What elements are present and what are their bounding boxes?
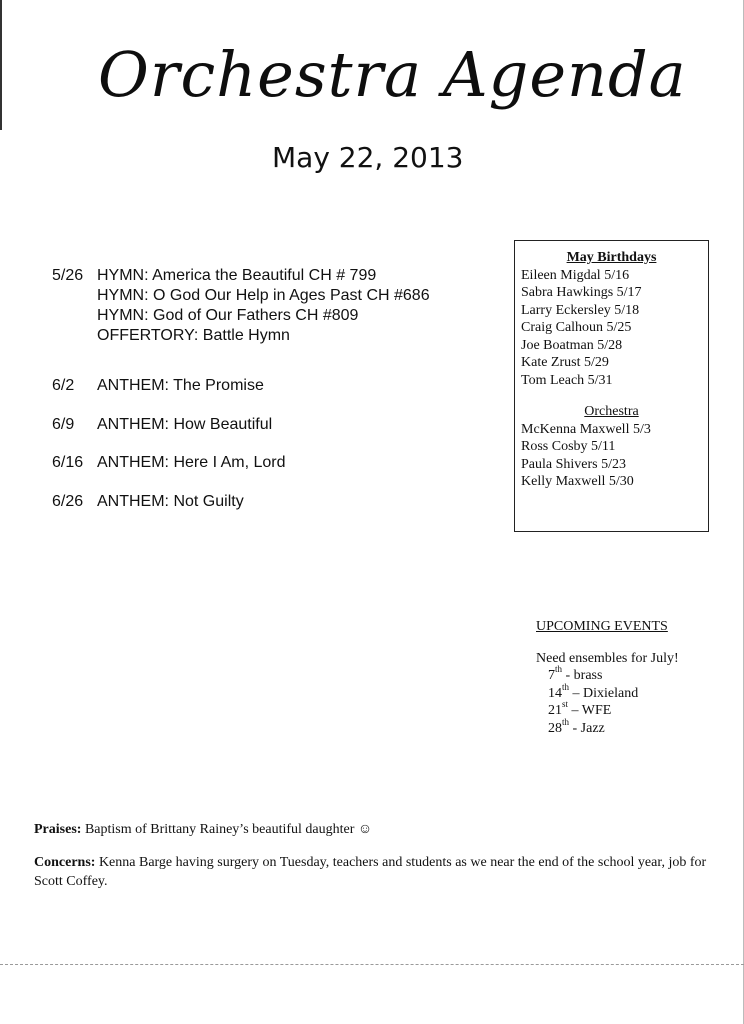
concerns-label: Concerns: xyxy=(34,855,96,870)
event-name: – Dixieland xyxy=(569,685,639,701)
schedule-line: ANTHEM: Not Guilty xyxy=(97,492,244,510)
orchestra-birthday-item: McKenna Maxwell 5/3 xyxy=(521,421,651,437)
event-name: – WFE xyxy=(568,703,612,718)
praises-section xyxy=(34,820,724,839)
birthday-item: Sabra Hawkings 5/17 xyxy=(521,285,642,300)
schedule-date: 6/9 xyxy=(52,415,75,433)
schedule-line: HYMN: America the Beautiful CH # 799 xyxy=(97,267,377,284)
event-day-suffix: st xyxy=(562,699,569,710)
orchestra-birthday-item: Kelly Maxwell 5/30 xyxy=(521,474,634,489)
birthdays-box xyxy=(514,240,709,532)
event-item xyxy=(548,699,736,720)
event-day: 28 xyxy=(548,720,562,736)
orchestra-birthdays-heading: Orchestra xyxy=(584,404,639,419)
birthday-item: Larry Eckersley 5/18 xyxy=(521,302,640,318)
events-heading: UPCOMING EVENTS xyxy=(536,619,668,634)
scan-corner-mark xyxy=(0,0,2,130)
schedule-line: HYMN: God of Our Fathers CH #809 xyxy=(97,307,359,324)
praises-label: Praises: xyxy=(34,822,82,837)
concerns-section xyxy=(34,853,734,891)
praises-text: Baptism of Brittany Rainey’s beautiful daughter ☺ xyxy=(81,822,373,837)
schedule-entry xyxy=(52,453,492,492)
music-schedule xyxy=(52,266,492,522)
schedule-line: ANTHEM: The Promise xyxy=(97,377,264,394)
schedule-date: 6/26 xyxy=(52,492,84,510)
schedule-date: 6/16 xyxy=(52,454,84,471)
birthday-item: Craig Calhoun 5/25 xyxy=(521,320,632,335)
event-day: 7 xyxy=(548,668,555,683)
schedule-line: ANTHEM: How Beautiful xyxy=(97,415,273,433)
events-intro: Need ensembles for July! xyxy=(536,650,679,666)
birthday-item: Tom Leach 5/31 xyxy=(521,372,613,388)
event-day-suffix: th xyxy=(562,681,570,692)
schedule-line: HYMN: O God Our Help in Ages Past CH #686 xyxy=(97,287,430,304)
scan-artifact-line xyxy=(0,964,744,965)
event-day-suffix: th xyxy=(555,664,563,675)
birthday-item: Joe Boatman 5/28 xyxy=(521,337,623,353)
orchestra-birthday-item: Paula Shivers 5/23 xyxy=(521,456,626,472)
events-list xyxy=(536,664,736,737)
orchestra-birthdays-list xyxy=(515,421,708,491)
event-day-suffix: th xyxy=(562,716,570,727)
birthday-item: Eileen Migdal 5/16 xyxy=(521,267,630,283)
event-item xyxy=(548,664,736,685)
concerns-text: Kenna Barge having surgery on Tuesday, teachers and students as we near the end of the school year, job for Scott Coffey. xyxy=(34,855,707,889)
event-name: - Jazz xyxy=(569,720,605,736)
schedule-line: ANTHEM: Here I Am, Lord xyxy=(97,454,286,471)
event-item xyxy=(548,681,736,703)
page-title: Orchestra Agenda xyxy=(98,38,687,111)
event-item xyxy=(548,716,736,738)
schedule-entry xyxy=(52,266,492,376)
schedule-date: 5/26 xyxy=(52,267,84,284)
orchestra-birthday-item: Ross Cosby 5/11 xyxy=(521,439,616,454)
birthdays-heading: May Birthdays xyxy=(566,250,657,265)
schedule-line: OFFERTORY: Battle Hymn xyxy=(97,327,290,344)
schedule-date: 6/2 xyxy=(52,377,75,394)
schedule-entry xyxy=(52,492,492,522)
birthday-item: Kate Zrust 5/29 xyxy=(521,355,609,370)
event-day: 14 xyxy=(548,685,562,701)
upcoming-events xyxy=(536,618,736,737)
schedule-entry xyxy=(52,415,492,454)
schedule-entry xyxy=(52,376,492,415)
event-name: - brass xyxy=(562,668,603,683)
agenda-date: May 22, 2013 xyxy=(272,141,464,174)
birthdays-list xyxy=(515,267,708,390)
event-day: 21 xyxy=(548,703,562,718)
